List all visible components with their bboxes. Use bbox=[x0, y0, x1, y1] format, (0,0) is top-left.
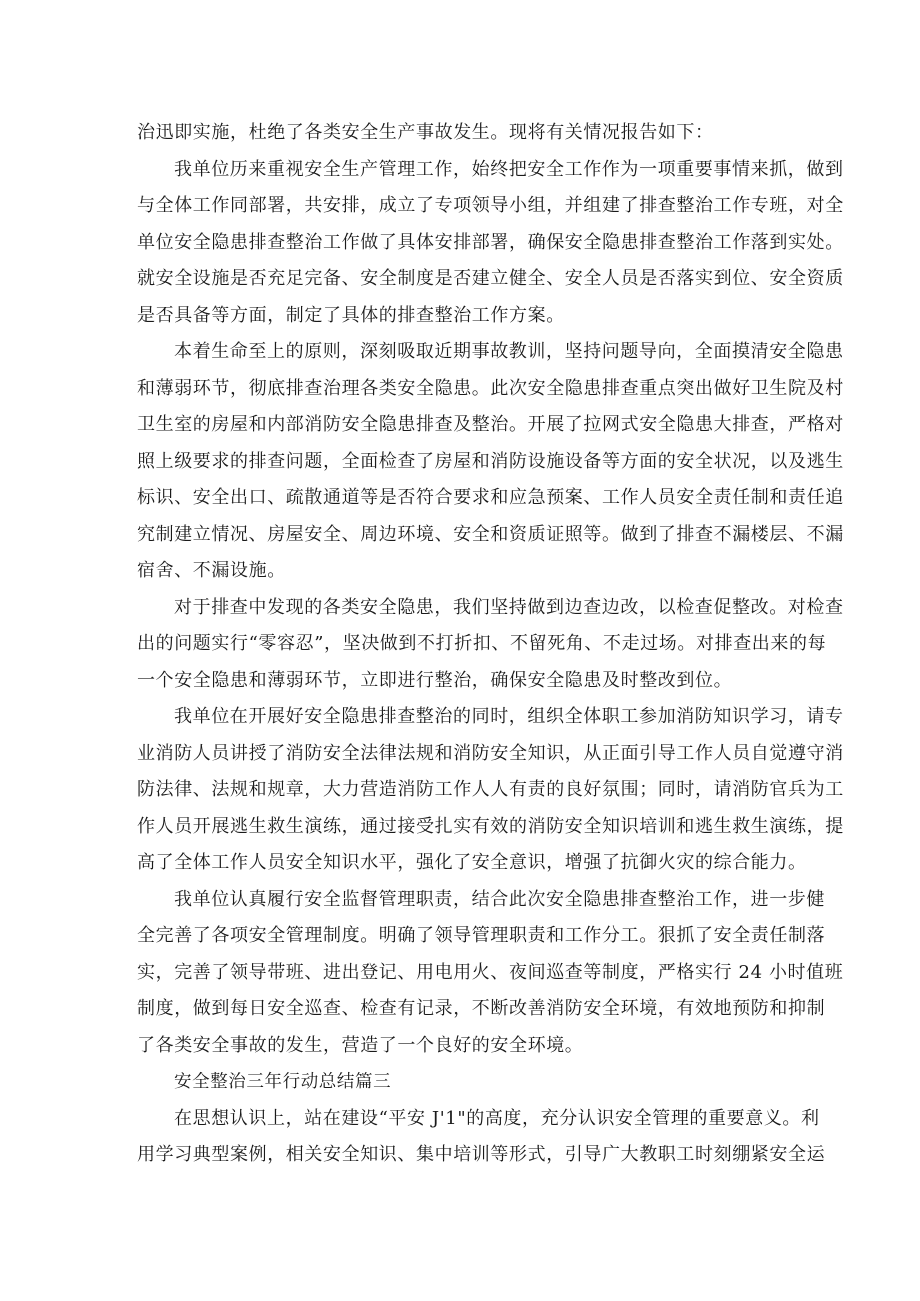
text-line: 单位安全隐患排查整治工作做了具体安排部署，确保安全隐患排查整治工作落到实处。 bbox=[137, 231, 844, 253]
text-line: 出的问题实行“零容忍”，坚决做到不打折扣、不留死角、不走过场。对排查出来的每 bbox=[137, 633, 827, 654]
text-line: 是否具备等方面，制定了具体的排查整治工作方案。 bbox=[137, 304, 565, 326]
text-line: 实，完善了领导带班、进出登记、用电用火、夜间巡查等制度，严格实行 24 小时值班 bbox=[137, 961, 844, 983]
text-line: 高了全体工作人员安全知识水平，强化了安全意识，增强了抗御火灾的综合能力。 bbox=[137, 852, 807, 873]
text-line: 作人员开展逃生救生演练，通过接受扎实有效的消防安全知识培训和逃生救生演练，提 bbox=[137, 815, 844, 837]
text-line: 与全体工作同部署，共安排，成立了专项领导小组，并组建了排查整治工作专班，对全 bbox=[137, 195, 844, 216]
text-line: 在思想认识上，站在建设“平安 J'1"的高度，充分认识安全管理的重要意义。利 bbox=[174, 1107, 820, 1129]
text-line: 业消防人员讲授了消防安全法律法规和消防安全知识，从正面引导工作人员自觉遵守消 bbox=[137, 742, 844, 764]
text-line: 制度，做到每日安全巡查、检查有记录，不断改善消防安全环境，有效地预防和抑制 bbox=[137, 998, 826, 1019]
text-line: 防法律、法规和规章，大力营造消防工作人人有责的良好氛围；同时，请消防官兵为工 bbox=[137, 779, 844, 800]
text-line: 标识、安全出口、疏散通道等是否符合要求和应急预案、工作人员安全责任制和责任追 bbox=[137, 487, 844, 508]
text-line: 究制建立情况、房屋安全、周边环境、安全和资质证照等。做到了排查不漏楼层、不漏 bbox=[137, 523, 844, 545]
text-line: 用学习典型案例，相关安全知识、集中培训等形式，引导广大教职工时刻绷紧安全运 bbox=[137, 1144, 826, 1165]
text-line: 就安全设施是否充足完备、安全制度是否建立健全、安全人员是否落实到位、安全资质 bbox=[137, 268, 844, 289]
text-line: 我单位在开展好安全隐患排查整治的同时，组织全体职工参加消防知识学习，请专 bbox=[174, 706, 844, 727]
text-line: 照上级要求的排查问题，全面检查了房屋和消防设施设备等方面的安全状况，以及逃生 bbox=[137, 450, 844, 472]
document-body bbox=[137, 115, 844, 1174]
text-line: 本着生命至上的原则，深刻吸取近期事故教训，坚持问题导向，全面摸清安全隐患 bbox=[174, 341, 844, 362]
text-line: 治迅即实施，杜绝了各类安全生产事故发生。现将有关情况报告如下： bbox=[137, 122, 714, 143]
text-line: 一个安全隐患和薄弱环节，立即进行整治，确保安全隐患及时整改到位。 bbox=[137, 669, 733, 691]
text-line: 我单位历来重视安全生产管理工作，始终把安全工作作为一项重要事情来抓，做到 bbox=[174, 158, 844, 180]
text-line: 和薄弱环节，彻底排查治理各类安全隐患。此次安全隐患排查重点突出做好卫生院及村 bbox=[137, 377, 844, 399]
section-heading: 安全整治三年行动总结篇三 bbox=[174, 1072, 392, 1092]
text-line: 我单位认真履行安全监督管理职责，结合此次安全隐患排查整治工作，进一步健 bbox=[174, 888, 825, 910]
text-line: 对于排查中发现的各类安全隐患，我们坚持做到边查边改，以检查促整改。对检查 bbox=[174, 596, 844, 618]
text-line: 了各类安全事故的发生，营造了一个良好的安全环境。 bbox=[137, 1034, 584, 1056]
text-line: 卫生室的房屋和内部消防安全隐患排查及整治。开展了拉网式安全隐患大排查，严格对 bbox=[137, 414, 844, 435]
text-line: 全完善了各项安全管理制度。明确了领导管理职责和工作分工。狠抓了安全责任制落 bbox=[137, 925, 826, 946]
text-line: 宿舍、不漏设施。 bbox=[137, 560, 286, 581]
